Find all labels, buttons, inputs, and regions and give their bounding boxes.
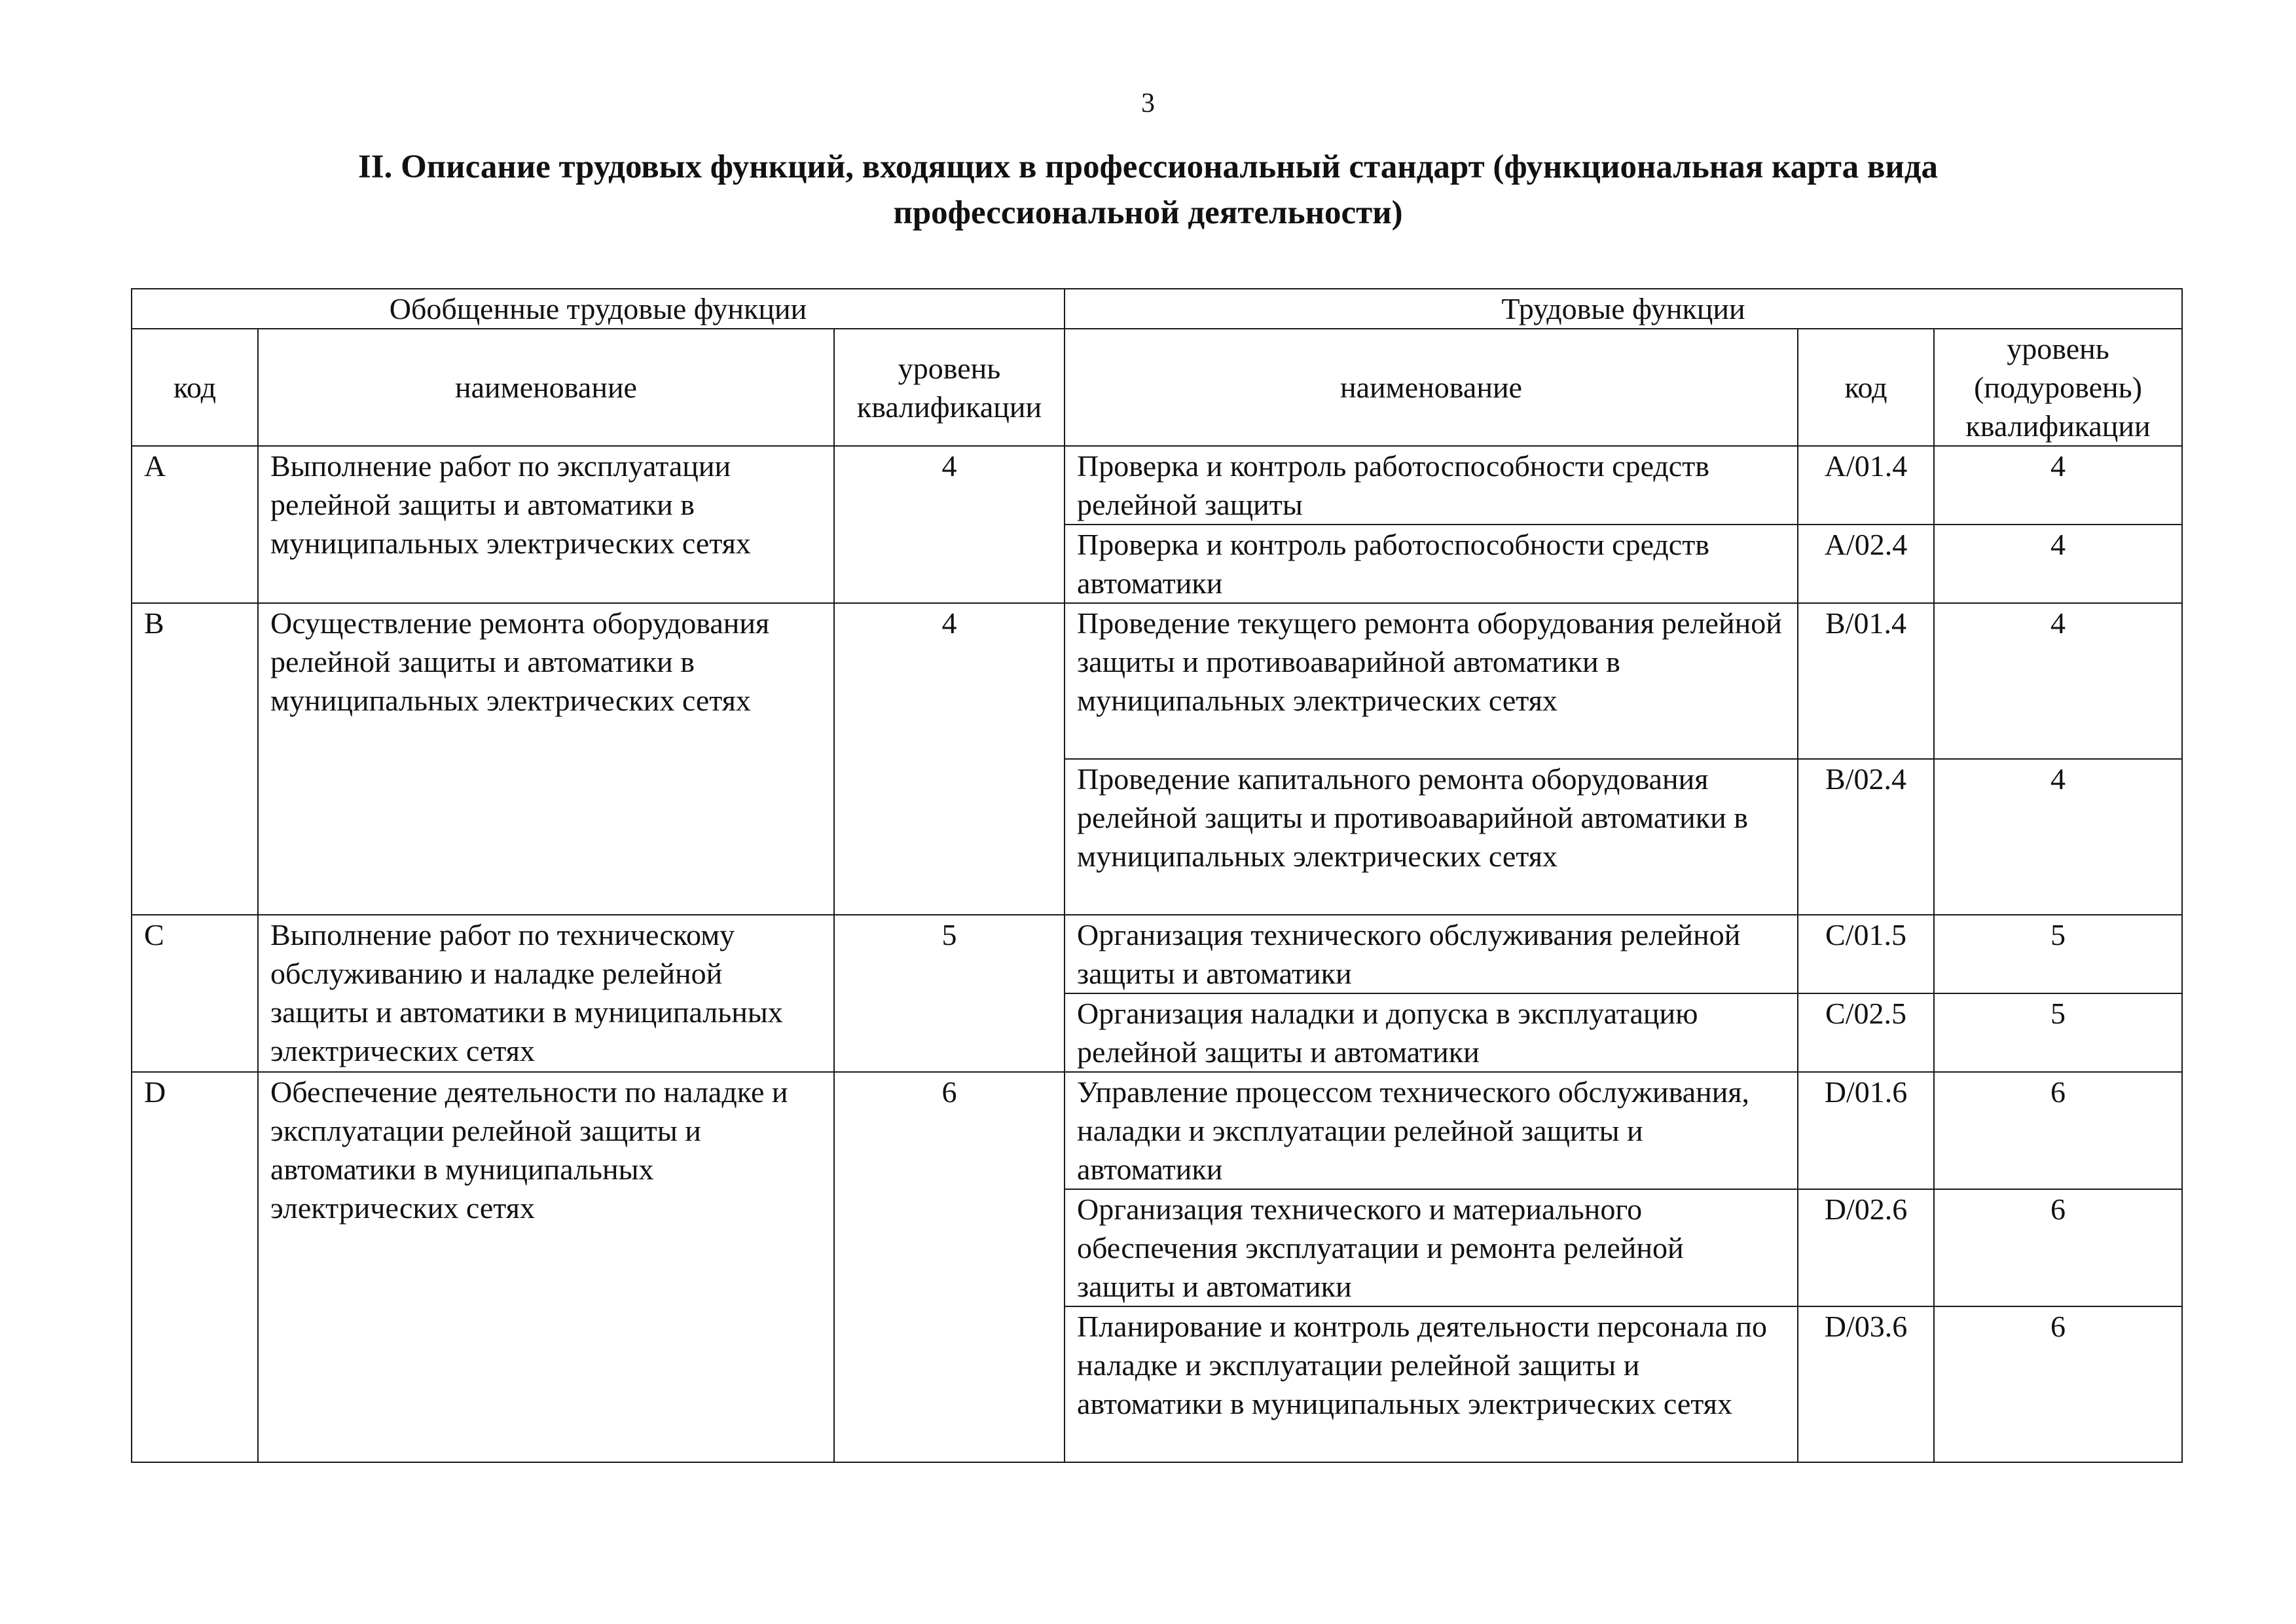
function-level-cell: 4 xyxy=(1934,759,2182,915)
generalized-level-cell: 4 xyxy=(834,603,1065,915)
function-name-cell: Организация технического обслуживания релейной защиты и автоматики xyxy=(1065,915,1798,993)
generalized-name-cell: Выполнение работ по эксплуатации релейной защиты и автоматики в муниципальных электрических сетях xyxy=(258,446,834,603)
table-row xyxy=(132,915,2182,993)
function-code-cell: C/01.5 xyxy=(1798,915,1934,993)
generalized-name-cell: Выполнение работ по техническому обслуживанию и наладке релейной защиты и автоматики в муниципальных электрических сетях xyxy=(258,915,834,1072)
function-level-cell: 6 xyxy=(1934,1306,2182,1462)
generalized-name-cell: Осуществление ремонта оборудования релейной защиты и автоматики в муниципальных электрических сетях xyxy=(258,603,834,915)
generalized-level-cell: 5 xyxy=(834,915,1065,1072)
col-header-generalized-code: код xyxy=(132,329,258,446)
function-level-cell: 5 xyxy=(1934,993,2182,1072)
section-title xyxy=(157,144,2139,236)
table-row xyxy=(132,446,2182,525)
generalized-code-cell: C xyxy=(132,915,258,1072)
function-name-cell: Организация технического и материального обеспечения эксплуатации и ремонта релейной защиты и автоматики xyxy=(1065,1189,1798,1306)
function-level-cell: 4 xyxy=(1934,603,2182,759)
function-name-cell: Проверка и контроль работоспособности средств автоматики xyxy=(1065,525,1798,603)
section-title-line-2: профессиональной деятельности) xyxy=(893,194,1403,231)
generalized-code-cell: B xyxy=(132,603,258,915)
function-name-cell: Проведение капитального ремонта оборудования релейной защиты и противоаварийной автоматики в муниципальных электрических сетях xyxy=(1065,759,1798,915)
functional-map-table xyxy=(131,288,2183,1463)
function-name-cell: Проверка и контроль работоспособности средств релейной защиты xyxy=(1065,446,1798,525)
group-header-row xyxy=(132,289,2182,329)
page-number: 3 xyxy=(1141,88,1155,119)
col-header-generalized-name: наименование xyxy=(258,329,834,446)
generalized-level-cell: 4 xyxy=(834,446,1065,603)
section-title-line-1: II. Описание трудовых функций, входящих в профессиональный стандарт (функциональная карта вида xyxy=(357,149,1939,185)
generalized-level-cell: 6 xyxy=(834,1072,1065,1462)
function-name-cell: Управление процессом технического обслуживания, наладки и эксплуатации релейной защиты и автоматики xyxy=(1065,1072,1798,1189)
table-row xyxy=(132,1072,2182,1189)
col-header-function-level: уровень (подуровень) квалификации xyxy=(1934,329,2182,446)
function-level-cell: 6 xyxy=(1934,1072,2182,1189)
function-name-cell: Планирование и контроль деятельности персонала по наладке и эксплуатации релейной защиты и автоматики в муниципальных электрических сетях xyxy=(1065,1306,1798,1462)
function-code-cell: B/02.4 xyxy=(1798,759,1934,915)
function-code-cell: D/02.6 xyxy=(1798,1189,1934,1306)
column-header-row xyxy=(132,329,2182,446)
function-code-cell: D/01.6 xyxy=(1798,1072,1934,1189)
function-level-cell: 4 xyxy=(1934,446,2182,525)
col-header-function-code: код xyxy=(1798,329,1934,446)
generalized-code-cell: D xyxy=(132,1072,258,1462)
generalized-functions-header: Обобщенные трудовые функции xyxy=(132,289,1065,329)
generalized-name-cell: Обеспечение деятельности по наладке и эксплуатации релейной защиты и автоматики в муниципальных электрических сетях xyxy=(258,1072,834,1462)
col-header-generalized-level: уровень квалификации xyxy=(834,329,1065,446)
function-level-cell: 4 xyxy=(1934,525,2182,603)
function-code-cell: C/02.5 xyxy=(1798,993,1934,1072)
function-code-cell: B/01.4 xyxy=(1798,603,1934,759)
table-row xyxy=(132,603,2182,759)
function-level-cell: 6 xyxy=(1934,1189,2182,1306)
function-code-cell: A/02.4 xyxy=(1798,525,1934,603)
col-header-function-name: наименование xyxy=(1065,329,1798,446)
labor-functions-header: Трудовые функции xyxy=(1065,289,2182,329)
function-code-cell: D/03.6 xyxy=(1798,1306,1934,1462)
function-name-cell: Проведение текущего ремонта оборудования релейной защиты и противоаварийной автоматики в муниципальных электрических сетях xyxy=(1065,603,1798,759)
function-level-cell: 5 xyxy=(1934,915,2182,993)
generalized-code-cell: A xyxy=(132,446,258,603)
function-name-cell: Организация наладки и допуска в эксплуатацию релейной защиты и автоматики xyxy=(1065,993,1798,1072)
function-code-cell: A/01.4 xyxy=(1798,446,1934,525)
